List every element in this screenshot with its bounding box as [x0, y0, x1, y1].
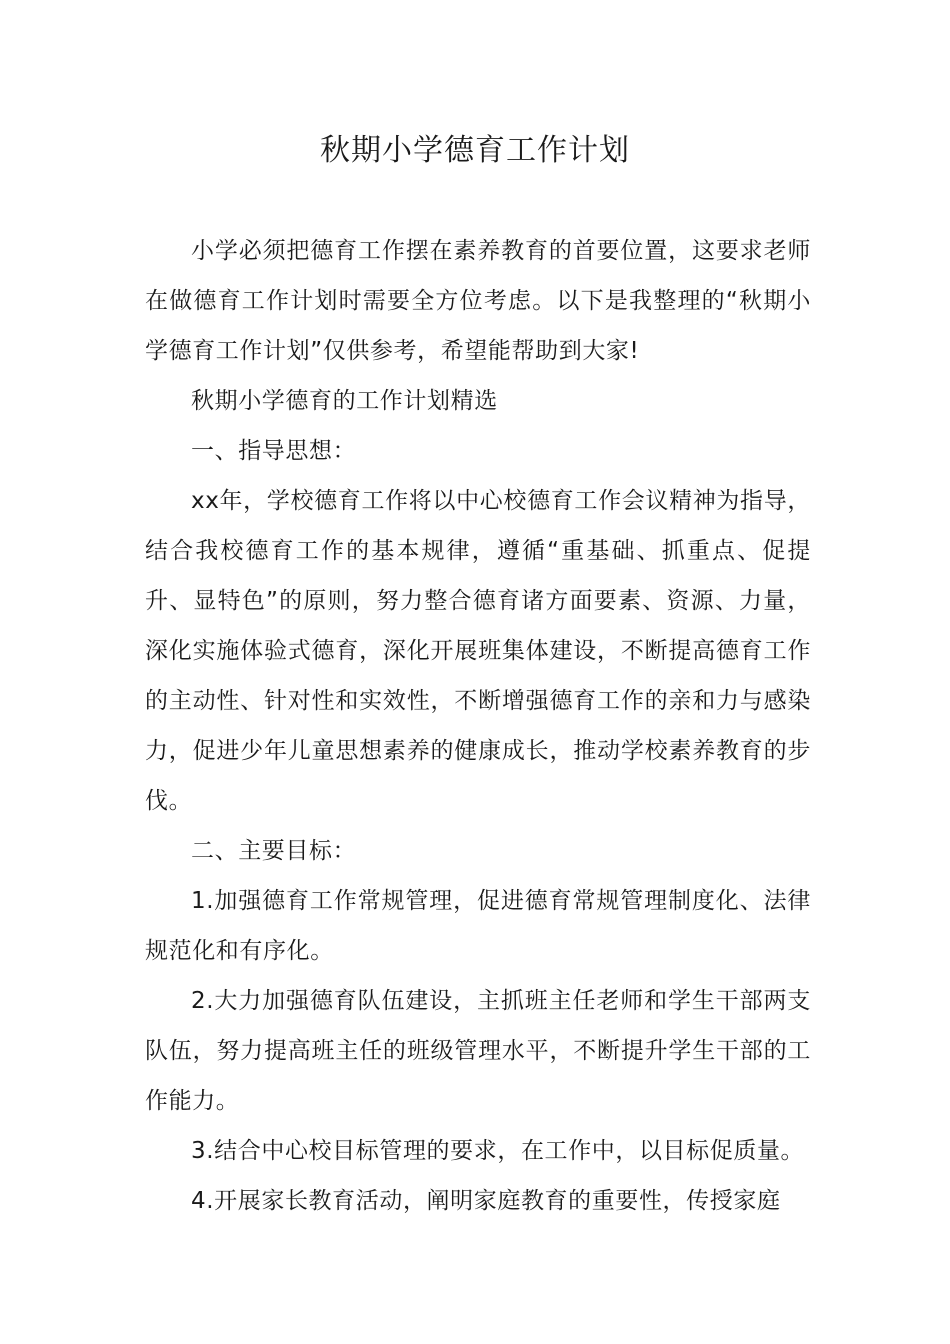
document-title: 秋期小学德育工作计划	[320, 133, 630, 168]
intro-paragraph: 小学必须把德育工作摆在素养教育的首要位置，这要求老师在做德育工作计划时需要全方位考虑。以下是我整理的“秋期小学德育工作计划”仅供参考，希望能帮助到大家!	[145, 238, 811, 364]
guiding-thought-paragraph: xx年，学校德育工作将以中心校德育工作会议精神为指导，结合我校德育工作的基本规律，遵循“重基础、抓重点、促提升、显特色”的原则，努力整合德育诸方面要素、资源、力量，深化实施体验式德育，深化开展班集体建设，不断提高德育工作的主动性、针对性和实效性，不断增强德育工作的亲和力与感染力，促进少年儿童思想素养的健康成长，推动学校素养教育的步伐。	[145, 488, 811, 814]
section-heading-main-goals: 二、主要目标：	[191, 838, 357, 864]
goal-item-2: 2.大力加强德育队伍建设，主抓班主任老师和学生干部两支队伍，努力提高班主任的班级管理水平，不断提升学生干部的工作能力。	[145, 988, 811, 1114]
document-body	[145, 226, 811, 1226]
section-heading-guiding-thought: 一、指导思想：	[191, 438, 357, 464]
goal-item-4: 4.开展家长教育活动，阐明家庭教育的重要性，传授家庭	[191, 1188, 781, 1214]
goal-item-1: 1.加强德育工作常规管理，促进德育常规管理制度化、法律规范化和有序化。	[145, 888, 811, 964]
goal-item-3: 3.结合中心校目标管理的要求，在工作中，以目标促质量。	[191, 1138, 805, 1164]
section-heading-selection: 秋期小学德育的工作计划精选	[191, 388, 498, 414]
